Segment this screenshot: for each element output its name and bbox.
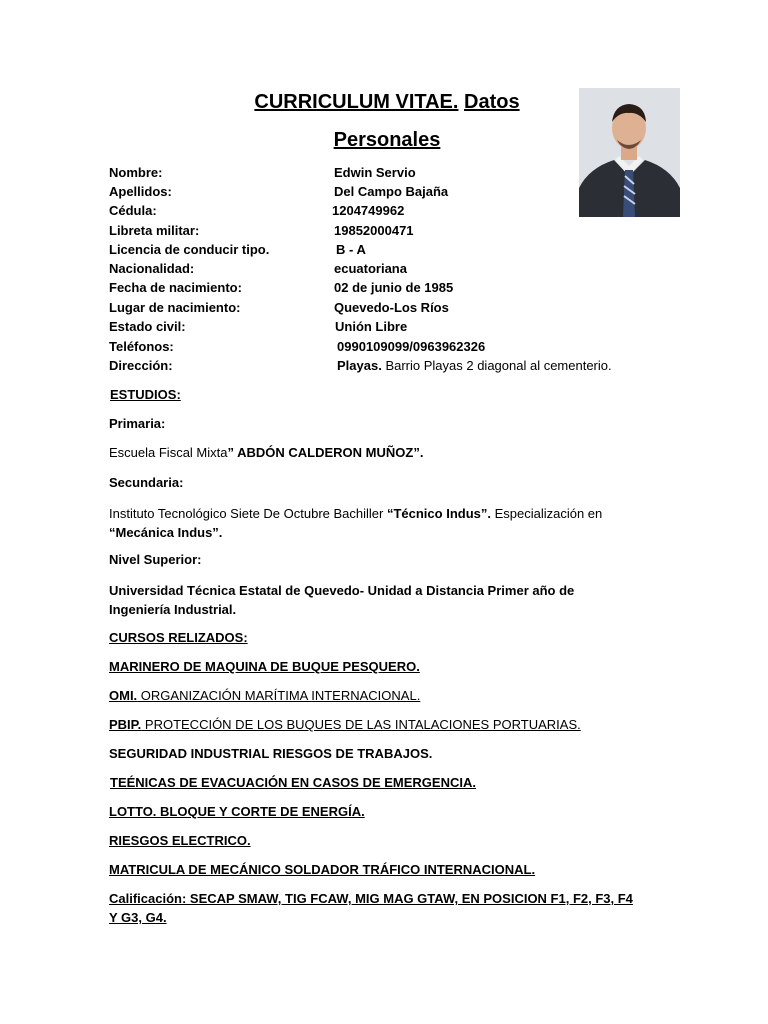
curso-item: MARINERO DE MAQUINA DE BUQUE PESQUERO. — [109, 659, 420, 674]
field-label: Licencia de conducir tipo. — [109, 242, 270, 257]
primaria-label: Primaria: — [109, 416, 166, 431]
curso-item — [109, 688, 420, 703]
title-line2: Personales — [333, 129, 441, 151]
curso-item: SEGURIDAD INDUSTRIAL RIESGOS DE TRABAJOS. — [109, 746, 433, 761]
secundaria-text — [109, 504, 654, 542]
field-value — [337, 358, 612, 373]
field-value: Unión Libre — [335, 319, 408, 334]
curso-end: G3, G4. — [117, 910, 167, 925]
field-label: Lugar de nacimiento: — [109, 300, 241, 315]
field-label: Apellidos: — [109, 184, 172, 199]
curso-y: Y — [109, 910, 118, 925]
primaria-prefix: Escuela Fiscal Mixta — [109, 445, 228, 460]
curso-description: PROTECCIÓN DE LOS BUQUES DE LAS INTALACIONES PORTUARIAS. — [141, 717, 581, 732]
field-label: Fecha de nacimiento: — [109, 280, 242, 295]
field-value: 02 de junio de 1985 — [334, 280, 454, 295]
field-label: Estado civil: — [109, 319, 186, 334]
address-detail: Barrio Playas 2 diagonal al cementerio. — [381, 358, 612, 373]
secundaria-mid: Especialización en — [490, 506, 603, 521]
curso-description: ORGANIZACIÓN MARÍTIMA INTERNACIONAL. — [137, 688, 421, 703]
profile-photo — [579, 88, 680, 217]
field-value: 19852000471 — [334, 223, 414, 238]
title-part2: Datos — [464, 91, 520, 113]
secundaria-spec: “Mecánica Indus”. — [109, 525, 223, 540]
title-part1: CURRICULUM VITAE. — [254, 91, 459, 113]
primaria-name: ” ABDÓN CALDERON MUÑOZ”. — [227, 445, 424, 460]
field-label: Libreta militar: — [109, 223, 200, 238]
field-value: Edwin Servio — [334, 165, 416, 180]
field-value: 1204749962 — [332, 203, 405, 218]
curso-acronym: OMI. — [109, 688, 138, 703]
curso-item — [109, 717, 581, 732]
field-value: Quevedo-Los Ríos — [334, 300, 449, 315]
secundaria-prefix: Instituto Tecnológico Siete De Octubre Bachiller — [109, 506, 387, 521]
curso-item: TEÉNICAS DE EVACUACIÓN EN CASOS DE EMERGENCIA. — [110, 775, 476, 790]
cursos-heading: CURSOS RELIZADOS: — [109, 630, 248, 645]
field-label: Dirección: — [109, 358, 173, 373]
curso-item: MATRICULA DE MECÁNICO SOLDADOR TRÁFICO INTERNACIONAL. — [109, 862, 536, 877]
curso-acronym: PBIP. — [109, 717, 142, 732]
address-city: Playas. — [337, 358, 382, 373]
cv-title — [180, 91, 594, 114]
superior-label: Nivel Superior: — [109, 552, 202, 567]
field-value: 0990109099/0963962326 — [337, 339, 486, 354]
field-label: Cédula: — [109, 203, 157, 218]
field-label: Nombre: — [109, 165, 163, 180]
cv-subtitle — [180, 129, 594, 152]
curso-item: LOTTO. BLOQUE Y CORTE DE ENERGÍA. — [109, 804, 365, 819]
curso-item-continued — [109, 910, 167, 925]
field-value: ecuatoriana — [334, 261, 407, 276]
superior-text: Universidad Técnica Estatal de Quevedo- Unidad a Distancia Primer año de Ingeniería Industrial. — [109, 583, 575, 617]
secundaria-title: “Técnico Indus”. — [386, 506, 491, 521]
field-value: B - A — [336, 242, 366, 257]
estudios-heading: ESTUDIOS: — [110, 387, 181, 402]
secundaria-label: Secundaria: — [109, 475, 184, 490]
primaria-school — [109, 445, 423, 460]
field-value: Del Campo Bajaña — [334, 184, 449, 199]
curso-item: Calificación: SECAP SMAW, TIG FCAW, MIG MAG GTAW, EN POSICION F1, F2, F3, F4 — [109, 891, 633, 906]
field-label: Nacionalidad: — [109, 261, 195, 276]
field-label: Teléfonos: — [109, 339, 174, 354]
curso-item: RIESGOS ELECTRICO. — [109, 833, 251, 848]
